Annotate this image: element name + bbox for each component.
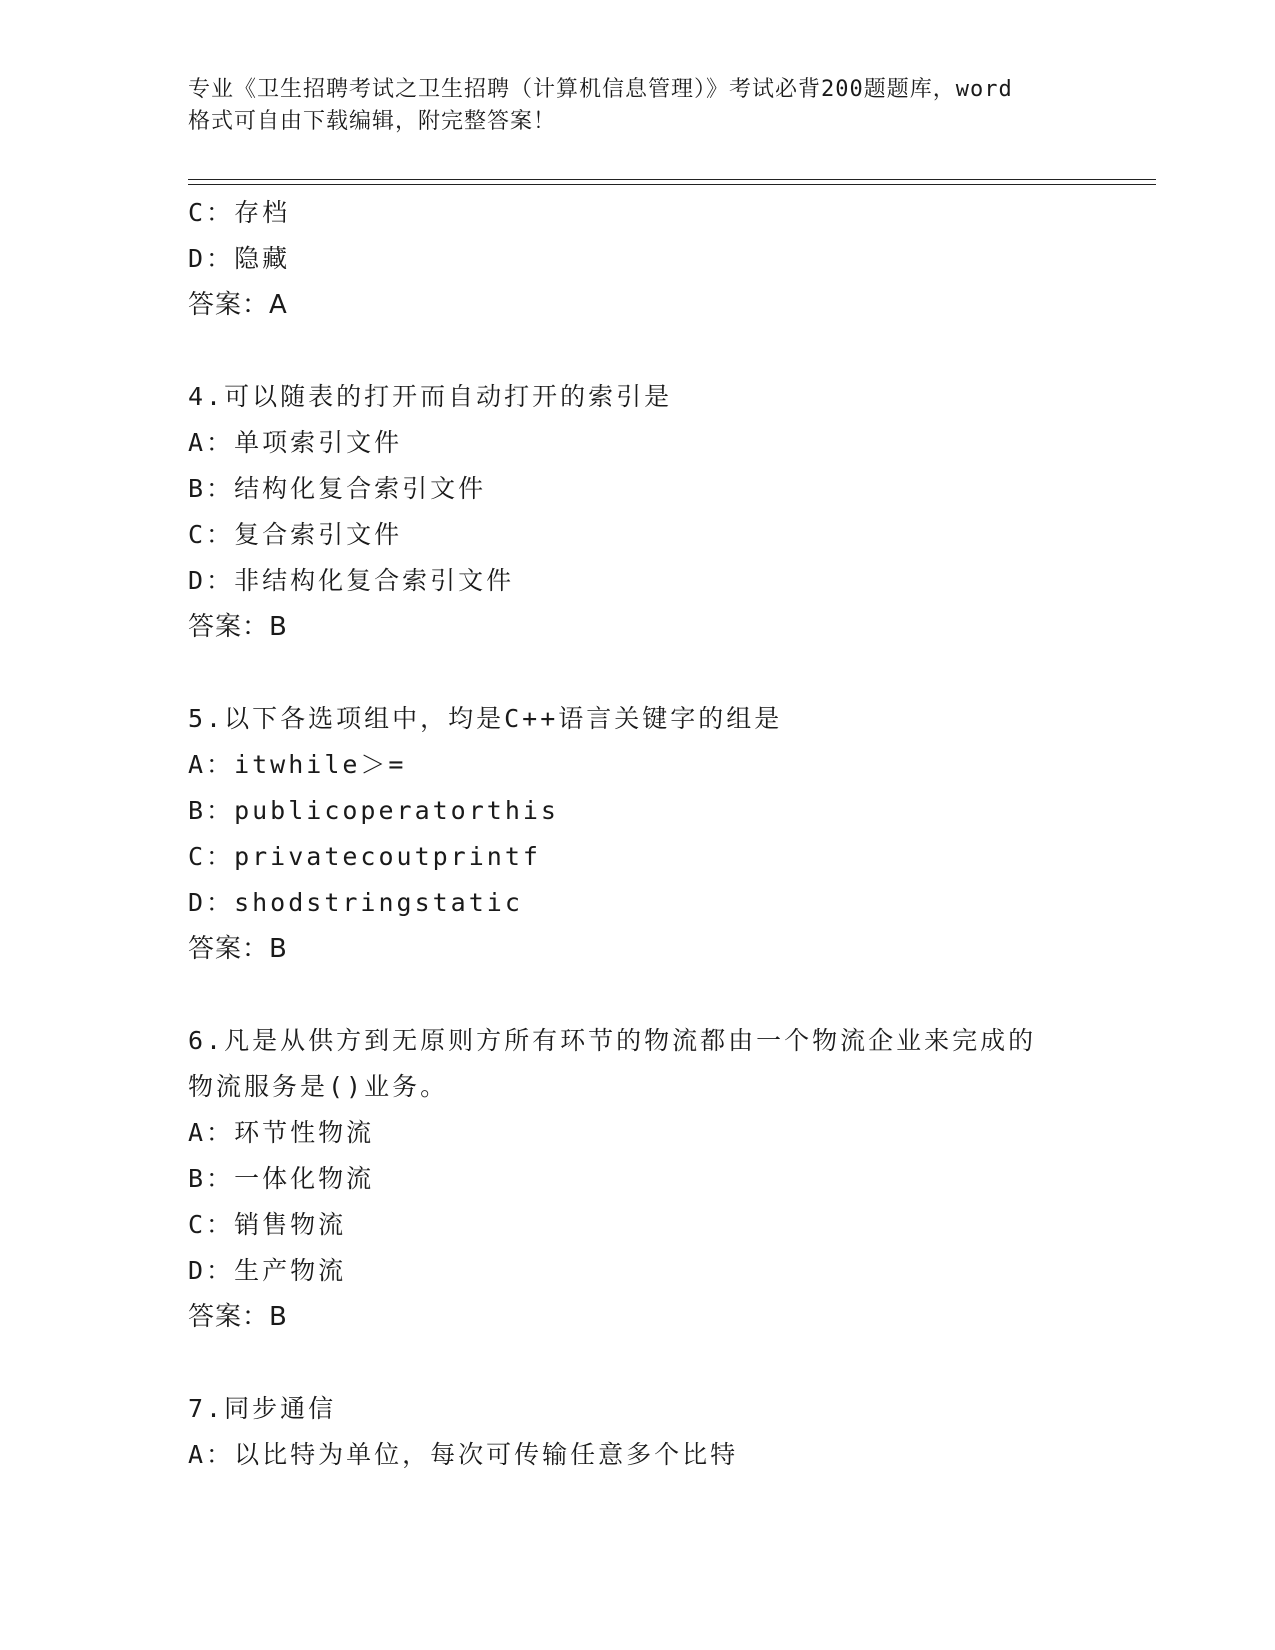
question-block-7 xyxy=(188,1386,1148,1478)
spacer xyxy=(188,328,1148,374)
spacer xyxy=(188,650,1148,696)
spacer xyxy=(188,972,1148,1018)
question-block-5 xyxy=(188,696,1148,972)
option-d: D：shodstringstatic xyxy=(188,888,523,917)
answer-line: 答案：B xyxy=(188,934,288,964)
question-block-4 xyxy=(188,374,1148,650)
option-d: D：非结构化复合索引文件 xyxy=(188,566,515,595)
header-line-2: 格式可自由下载编辑，附完整答案！ xyxy=(188,109,557,134)
question-stem-line-1: 6.凡是从供方到无原则方所有环节的物流都由一个物流企业来完成的 xyxy=(188,1026,1037,1055)
option-d: D：生产物流 xyxy=(188,1256,347,1285)
option-b: B：一体化物流 xyxy=(188,1164,375,1193)
answer-line: 答案：B xyxy=(188,1302,288,1332)
question-list xyxy=(188,190,1148,1478)
spacer xyxy=(188,1340,1148,1386)
document-header xyxy=(188,74,1088,138)
question-stem: 5.以下各选项组中，均是C++语言关键字的组是 xyxy=(188,704,783,733)
answer-line: 答案：B xyxy=(188,612,288,642)
option-a: A：itwhile＞= xyxy=(188,750,407,779)
option-a: A：环节性物流 xyxy=(188,1118,375,1147)
header-line-1: 专业《卫生招聘考试之卫生招聘（计算机信息管理）》考试必背200题题库，word xyxy=(188,77,1013,102)
option-c: C：privatecoutprintf xyxy=(188,842,541,871)
option-a: A：单项索引文件 xyxy=(188,428,403,457)
option-b: B：结构化复合索引文件 xyxy=(188,474,487,503)
option-c: C：复合索引文件 xyxy=(188,520,403,549)
answer-line: 答案：A xyxy=(188,290,288,320)
header-divider-top xyxy=(188,179,1156,180)
option-b: B：publicoperatorthis xyxy=(188,796,559,825)
header-divider-bottom xyxy=(188,184,1156,185)
question-stem: 4.可以随表的打开而自动打开的索引是 xyxy=(188,382,673,411)
option-c: C：销售物流 xyxy=(188,1210,347,1239)
question-stem: 7.同步通信 xyxy=(188,1394,337,1423)
question-block-6 xyxy=(188,1018,1148,1340)
option-a: A：以比特为单位，每次可传输任意多个比特 xyxy=(188,1440,739,1469)
option-c: C：存档 xyxy=(188,198,291,227)
question-block-partial xyxy=(188,190,1148,328)
option-d: D：隐藏 xyxy=(188,244,291,273)
question-stem-line-2: 物流服务是()业务。 xyxy=(188,1072,449,1101)
